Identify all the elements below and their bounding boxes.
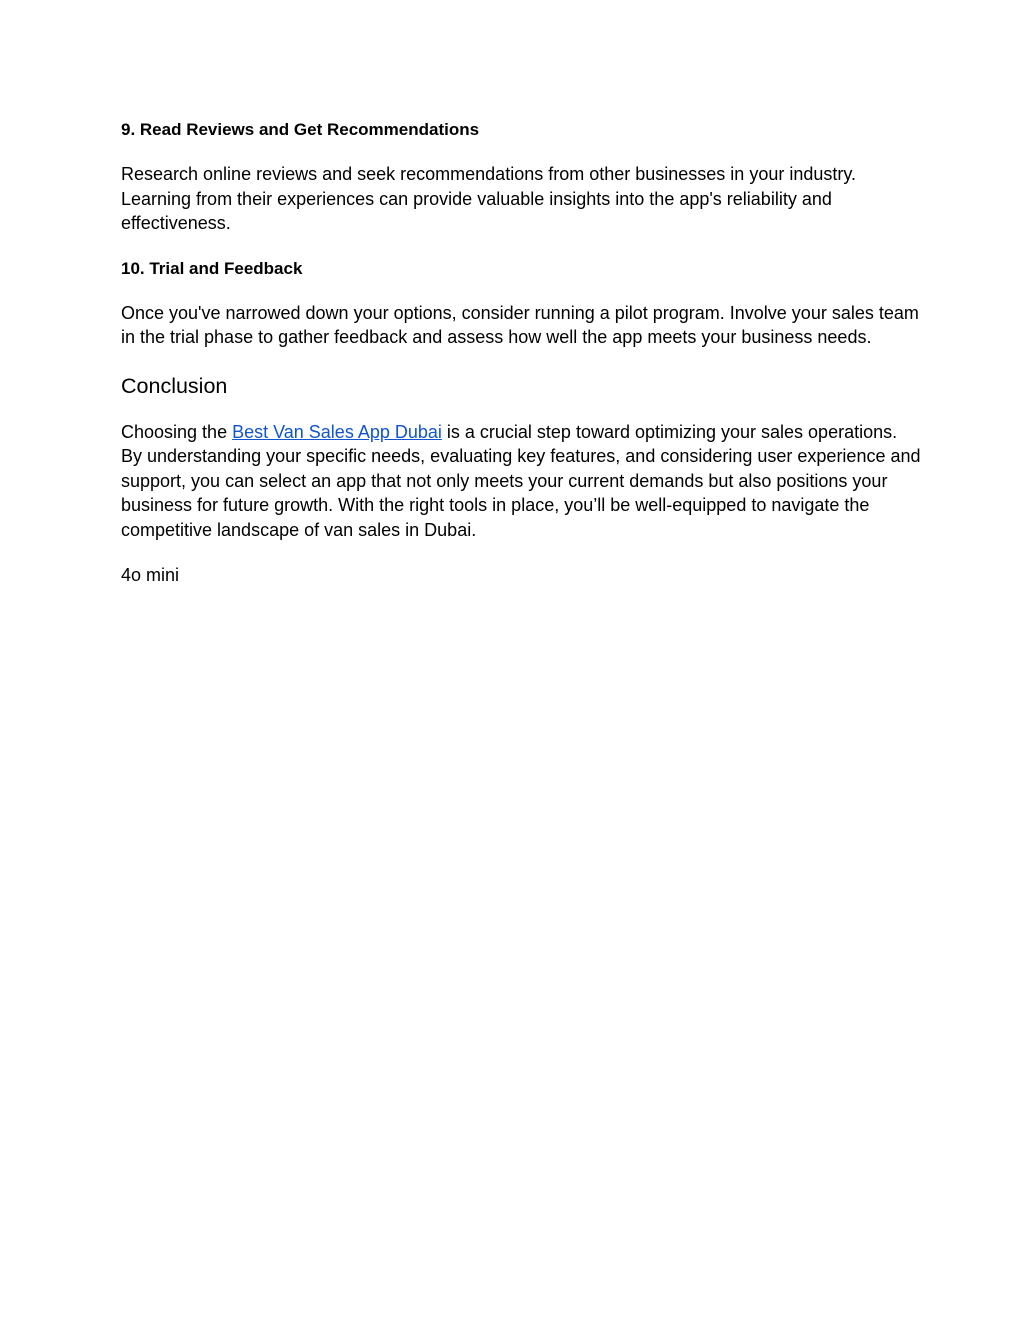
section-heading-read-reviews: 9. Read Reviews and Get Recommendations [121, 120, 480, 139]
best-van-sales-app-link[interactable]: Best Van Sales App Dubai [232, 421, 442, 442]
conclusion-text-before-link: Choosing the [121, 421, 233, 442]
section-body-trial-feedback: Once you've narrowed down your options, consider running a pilot program. Involve your sales team in the trial phase to gather feedback and assess how well the app meets your business needs. [121, 302, 919, 347]
section-body-read-reviews: Research online reviews and seek recommendations from other businesses in your industry. Learning from their experiences can provide valuable insights into the app's reliability and effectiveness. [121, 164, 857, 233]
section-heading-trial-feedback: 10. Trial and Feedback [121, 258, 303, 278]
document-page [121, 118, 921, 588]
conclusion-body [121, 420, 921, 543]
conclusion-text-after-link: is a crucial step toward optimizing your sales operations. By understanding your specific needs, evaluating key features, and considering user experience and support, you can select an app that not only meets your current demands but also positions your business for future growth. With the right tools in place, you’ll be well-equipped to navigate the competitive landscape of van sales in Dubai. [121, 421, 921, 540]
footer-note: 4o mini [121, 565, 180, 585]
conclusion-heading: Conclusion [121, 373, 228, 398]
